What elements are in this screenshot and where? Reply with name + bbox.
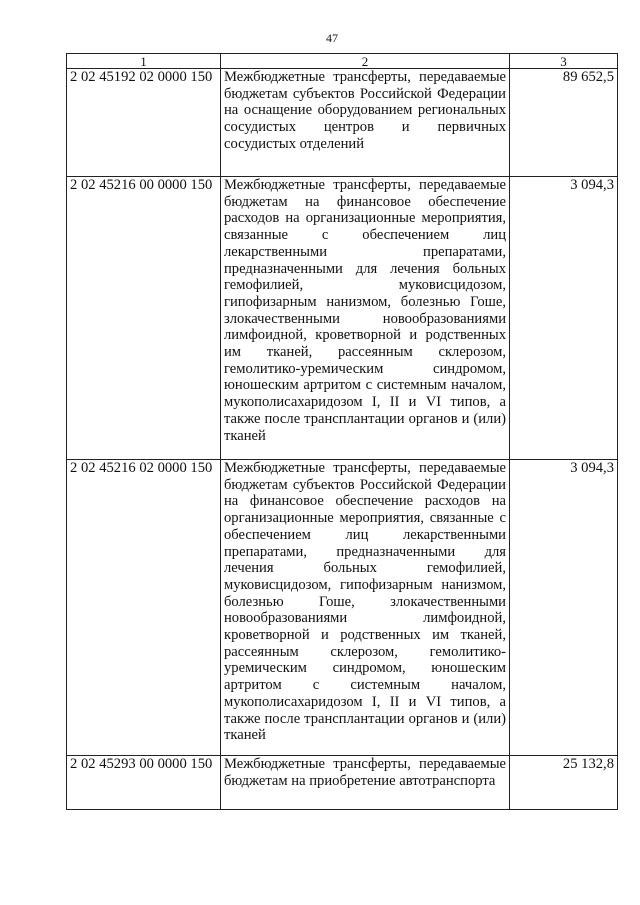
row-amount: 3 094,3 [510,177,618,460]
page-number: 47 [326,31,338,45]
table-row [67,460,618,756]
row-code: 2 02 45216 00 0000 150 [67,177,221,460]
row-code: 2 02 45192 02 0000 150 [67,69,221,177]
table-header-row [67,54,618,69]
row-code: 2 02 45216 02 0000 150 [67,460,221,756]
budget-table [66,53,618,810]
table-row [67,177,618,460]
table-row [67,69,618,177]
row-amount: 89 652,5 [510,69,618,177]
row-description: Межбюджетные трансферты, передаваемые бюджетам субъектов Российской Федерации на финансовое обеспечение расходов на организационные мероприятия, связанные с обеспечением лиц лекарственными препаратами, предназначенными для лечения больных гемофилией, муковисцидозом, гипофизарным нанизмом, болезнью Гоше, злокачественными новообразованиями лимфоидной, кроветворной и родственных им тканей, рассеянным склерозом, гемолитико-уремическим синдромом, юношеским артритом с системным началом, мукополисахаридозом I, II и VI типов, а также после трансплантации органов и (или) тканей [221,460,510,756]
row-description: Межбюджетные трансферты, передаваемые бюджетам субъектов Российской Федерации на оснащение оборудованием региональных сосудистых центров и первичных сосудистых отделений [221,69,510,177]
row-amount: 3 094,3 [510,460,618,756]
row-description: Межбюджетные трансферты, передаваемые бюджетам на финансовое обеспечение расходов на организационные мероприятия, связанные с обеспечением лиц лекарственными препаратами, предназначенными для лечения больных гемофилией, муковисцидозом, гипофизарным нанизмом, болезнью Гоше, злокачественными новообразованиями лимфоидной, кроветворной и родственных им тканей, рассеянным склерозом, гемолитико-уремическим синдромом, юношеским артритом с системным началом, мукополисахаридозом I, II и VI типов, а также после трансплантации органов и (или) тканей [221,177,510,460]
column-header-code: 1 [67,54,221,69]
row-amount: 25 132,8 [510,756,618,810]
column-header-description: 2 [221,54,510,69]
table-row [67,756,618,810]
row-code: 2 02 45293 00 0000 150 [67,756,221,810]
row-description: Межбюджетные трансферты, передаваемые бюджетам на приобретение автотранспорта [221,756,510,810]
column-header-amount: 3 [510,54,618,69]
